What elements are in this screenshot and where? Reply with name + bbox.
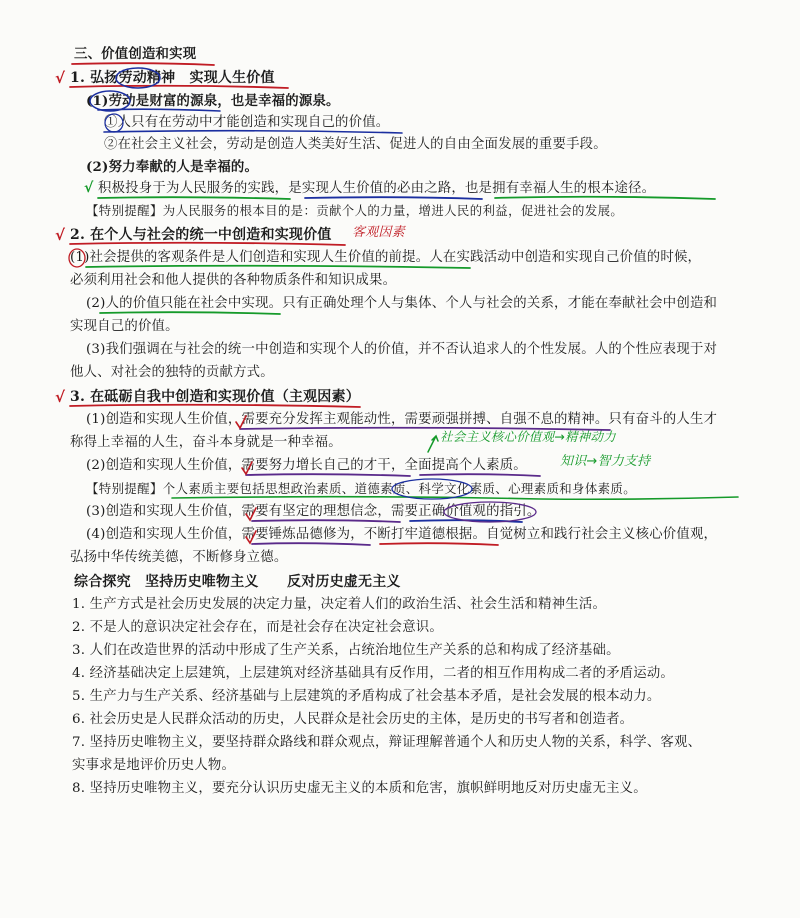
s2-p1-l1: (1)社会提供的客观条件是人们创造和实现人生价值的前提。人在实践活动中创造和实现自己价值的时候， [70, 250, 702, 265]
handwritten-note: 社会主义核心价值观→精神动力 [440, 429, 616, 444]
s2-p2-l1: (2)人的价值只能在社会中实现。只有正确处理个人与集体、个人与社会的关系，才能在奉献社会中创造和 [86, 296, 718, 311]
s1-p1a: ①人只有在劳动中才能创造和实现自己的价值。 [104, 115, 390, 130]
heading-zonghe: 综合探究 坚持历史唯物主义 反对历史虚无主义 [74, 574, 401, 590]
handwritten-note: 知识→智力支持 [560, 454, 651, 469]
check-mark-icon: √ [55, 69, 66, 87]
check-mark-icon: √ [55, 226, 66, 244]
heading-2: 2. 在个人与社会的统一中创造和实现价值 [70, 227, 332, 243]
zh-item-8: 8. 坚持历史唯物主义，要充分认识历史虚无主义的本质和危害，旗帜鲜明地反对历史虚无主义。 [72, 781, 647, 796]
s3-p4-l1: (4)创造和实现人生价值，需要锤炼品德修为，不断打牢道德根据。自觉树立和践行社会主义核心价值观， [86, 527, 718, 542]
zh-item-1: 1. 生产方式是社会历史发展的决定力量，决定着人们的政治生活、社会生活和精神生活。 [72, 597, 607, 612]
zh-item-3: 3. 人们在改造世界的活动中形成了生产关系，占统治地位生产关系的总和构成了经济基础。 [72, 643, 620, 658]
s1-tip: 【特别提醒】为人民服务的根本目的是：贡献个人的力量，增进人民的利益，促进社会的发展。 [86, 203, 624, 218]
zh-item-4: 4. 经济基础决定上层建筑，上层建筑对经济基础具有反作用，二者的相互作用构成二者的矛盾运动。 [72, 666, 675, 681]
s1-p2: (2)努力奉献的人是幸福的。 [86, 159, 259, 175]
handwritten-note: 客观因素 [352, 225, 405, 240]
s2-p3-l1: (3)我们强调在与社会的统一中创造和实现个人的价值，并不否认追求人的个性发展。人的个性应表现于对 [86, 342, 718, 357]
green-arrow [428, 436, 438, 452]
heading-3: 3. 在砥砺自我中创造和实现价值（主观因素） [70, 389, 360, 405]
zh-item-6: 6. 社会历史是人民群众活动的历史，人民群众是社会历史的主体，是历史的书写者和创造者。 [72, 712, 634, 727]
zh-item-5: 5. 生产力与生产关系、经济基础与上层建筑的矛盾构成了社会基本矛盾，是社会发展的根本动力。 [72, 689, 661, 704]
heading-1: 1. 弘扬劳动精神 实现人生价值 [70, 70, 275, 86]
s3-tip: 【特别提醒】个人素质主要包括思想政治素质、道德素质、科学文化素质、心理素质和身体素质。 [86, 481, 636, 496]
s1-p1b: ②在社会主义社会，劳动是创造人类美好生活、促进人的自由全面发展的重要手段。 [104, 137, 607, 152]
section-title: 三、价值创造和实现 [74, 46, 197, 62]
zh-item-7-l2: 实事求是地评价历史人物。 [72, 758, 236, 773]
zh-item-7-l1: 7. 坚持历史唯物主义，要坚持群众路线和群众观点，辩证理解普通个人和历史人物的关系，科学、客观、 [72, 735, 702, 750]
check-mark-icon: √ [84, 180, 94, 196]
s3-p4-l2: 弘扬中华传统美德，不断修身立德。 [70, 550, 288, 565]
s3-p2: (2)创造和实现人生价值，需要努力增长自己的才干，全面提高个人素质。 [86, 458, 527, 473]
red-underline [72, 63, 214, 65]
s3-p3: (3)创造和实现人生价值，需要有坚定的理想信念，需要正确价值观的指引。 [86, 504, 541, 519]
s2-p3-l2: 他人、对社会的独特的贡献方式。 [70, 365, 274, 380]
s2-p1-l2: 必须利用社会和他人提供的各种物质条件和知识成果。 [70, 273, 397, 288]
s3-p1-l1: (1)创造和实现人生价值，需要充分发挥主观能动性，需要顽强拼搏、自强不息的精神。只有奋斗的人生才 [86, 412, 718, 427]
check-mark-icon: √ [55, 388, 66, 406]
s2-p2-l2: 实现自己的价值。 [70, 319, 179, 334]
s1-p1: (1)劳动是财富的源泉，也是幸福的源泉。 [86, 93, 340, 109]
s3-p1-l2: 称得上幸福的人生，奋斗本身就是一种幸福。 [70, 435, 342, 450]
zh-item-2: 2. 不是人的意识决定社会存在，而是社会存在决定社会意识。 [72, 620, 443, 635]
s1-p2a: 积极投身于为人民服务的实践，是实现人生价值的必由之路，也是拥有幸福人生的根本途径。 [98, 181, 656, 196]
